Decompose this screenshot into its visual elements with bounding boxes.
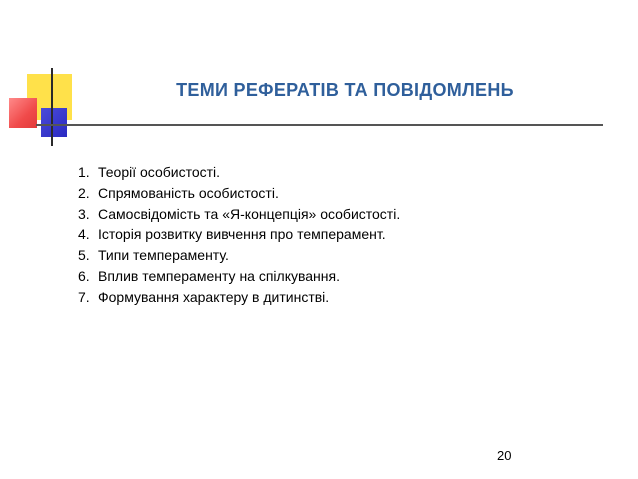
list-item-text: Теорії особистості. [98,164,221,180]
list-item-number: 5. [78,247,90,264]
decorative-vertical-line [51,68,53,146]
title-underline-divider [36,124,603,126]
slide-title: ТЕМИ РЕФЕРАТІВ ТА ПОВІДОМЛЕНЬ [176,80,514,100]
list-item-text: Типи темпераменту. [98,247,229,264]
list-item [78,183,400,204]
list-item [78,245,400,266]
list-item-number: 7. [78,288,90,305]
list-item-text: Формування характеру в дитинстві. [98,288,330,305]
list-item [78,266,400,287]
list-item-text: Самосвідомість та «Я-концепція» особистості. [98,205,401,222]
page-number: 20 [497,448,512,463]
list-item [78,162,400,183]
decorative-red-square [9,98,37,128]
list-item-number: 4. [78,226,90,243]
list-item-text: Спрямованість особистості. [98,184,279,201]
list-item-number: 1. [78,164,90,180]
list-item-number: 2. [78,184,90,201]
list-item-number: 3. [78,205,90,222]
list-item [78,287,400,308]
decorative-blue-square [41,108,67,137]
topic-list [78,162,400,308]
list-item [78,204,400,225]
list-item-number: 6. [78,267,90,284]
list-item-text: Вплив темпераменту на спілкування. [98,267,340,284]
list-item-text: Історія розвитку вивчення про темперамент. [98,226,386,243]
list-item [78,224,400,245]
